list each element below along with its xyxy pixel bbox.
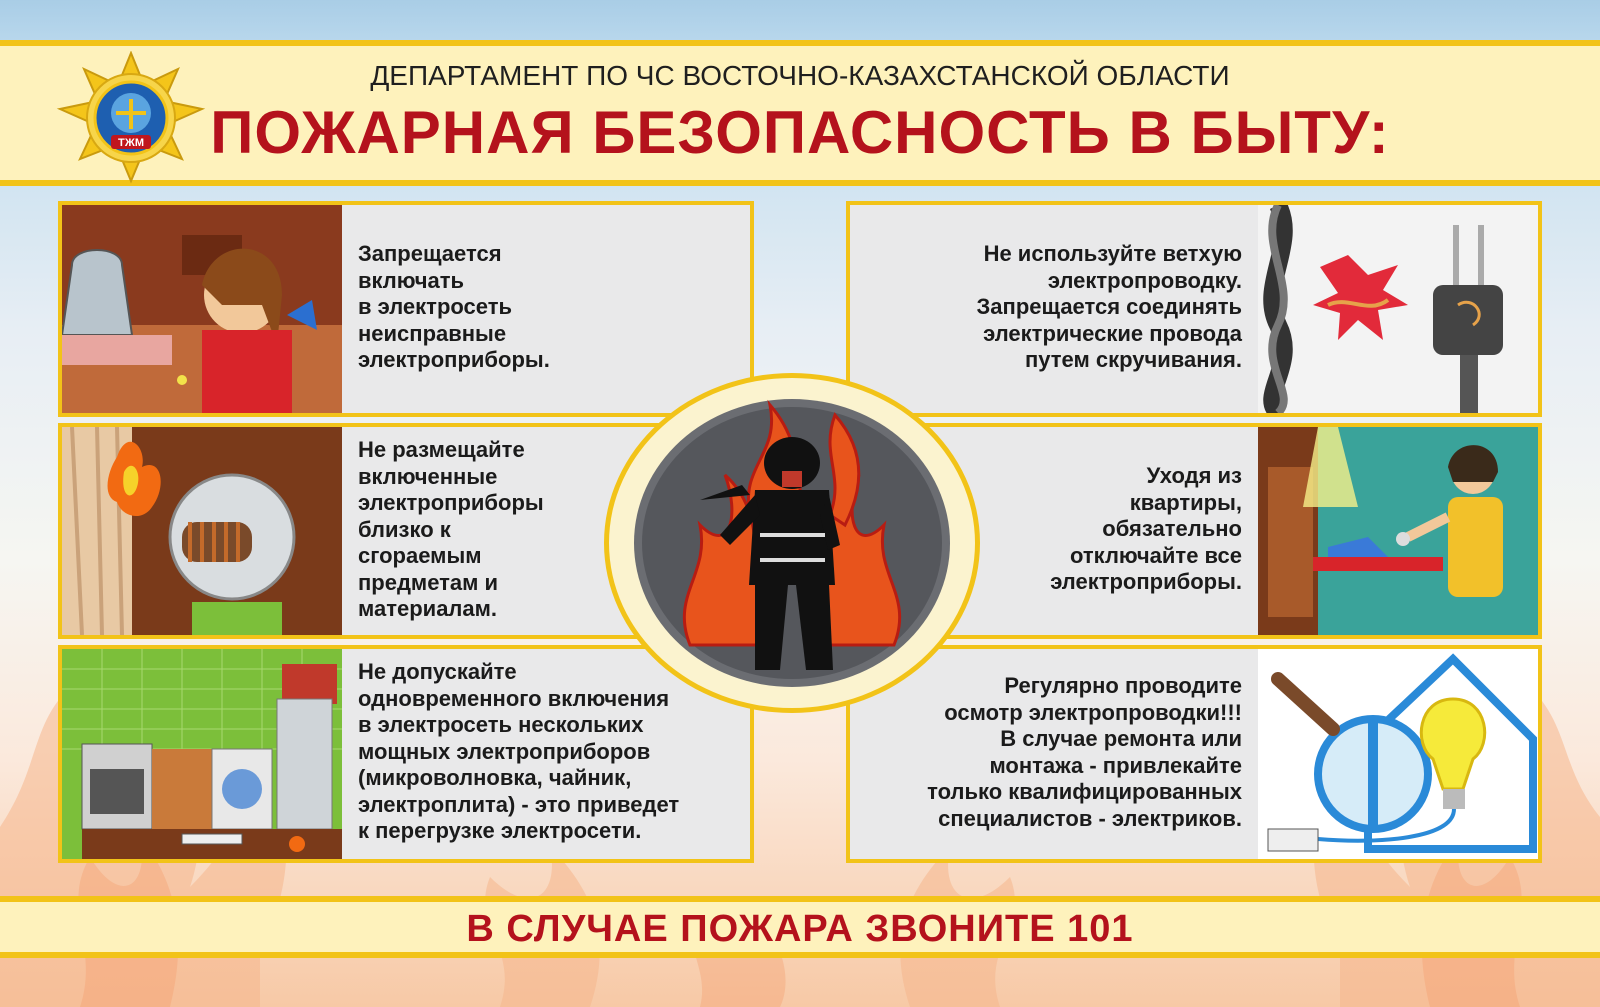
rule-text: Уходя из квартиры, обязательно отключайте все электроприборы. [1050, 463, 1242, 594]
rule-text: Запрещается включать в электросеть неисправные электроприборы. [358, 241, 550, 372]
twisted-wires-and-plug-illustration [1258, 205, 1538, 413]
rule-text: Не допускайте одновременного включения в электросеть нескольких мощных электроприборов (микроволновка, чайник, электроплита) - это приведет к перегрузке электросети. [358, 659, 680, 843]
footer-banner [0, 896, 1600, 958]
woman-unplugging-iron-illustration [1258, 427, 1538, 635]
emblem-abbreviation: ТЖМ [117, 137, 145, 149]
kitchen-overload-illustration [62, 649, 342, 859]
girl-with-kettle-illustration [62, 205, 342, 413]
rule-text: Не используйте ветхую электропроводку. Запрещается соединять электрические провода путем скручивания. [976, 241, 1242, 372]
department-name: ДЕПАРТАМЕНТ ПО ЧС ВОСТОЧНО-КАЗАХСТАНСКОЙ ОБЛАСТИ [370, 60, 1230, 91]
rule-text: Не размещайте включенные электроприборы близко к сгораемым предметам и материалам. [358, 437, 544, 621]
page-title: ПОЖАРНАЯ БЕЗОПАСНОСТЬ В БЫТУ: [210, 99, 1390, 166]
heater-near-curtain-illustration [62, 427, 342, 635]
rule-card-faulty-appliances [58, 201, 754, 417]
rule-card-old-wiring [846, 201, 1542, 417]
emergency-call-text: В СЛУЧАЕ ПОЖАРА ЗВОНИТЕ 101 [466, 908, 1134, 950]
header-banner [0, 40, 1600, 186]
wiring-inspection-illustration [1258, 649, 1538, 859]
rule-text: Регулярно проводите осмотр электропроводки!!! В случае ремонта или монтажа - привлекайте только квалифицированных специалистов - электриков. [927, 673, 1242, 831]
firefighter-icon [630, 395, 954, 691]
